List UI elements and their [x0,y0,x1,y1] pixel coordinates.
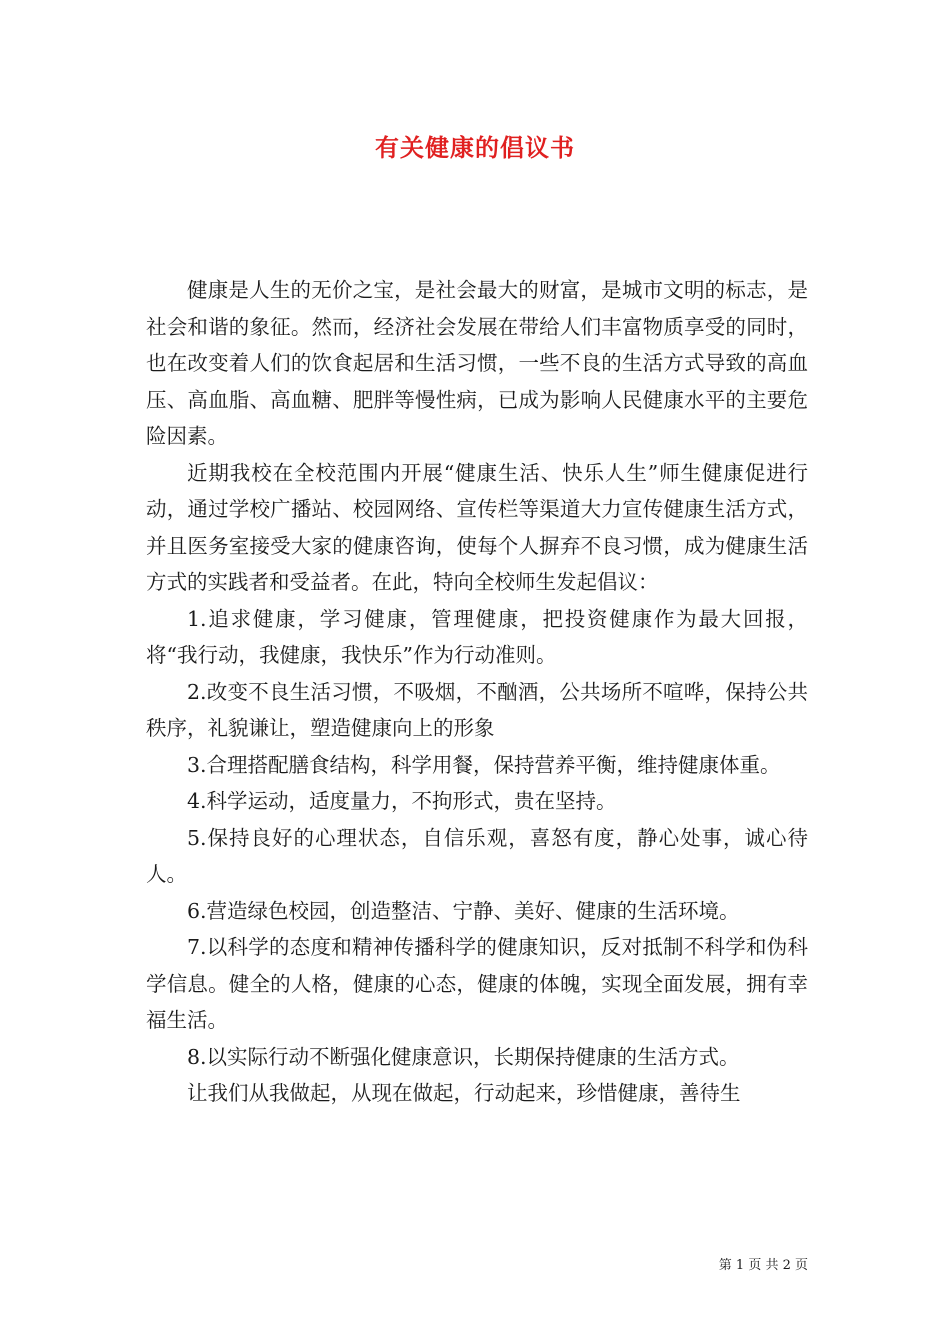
document-title: 有关健康的倡议书 [375,133,575,162]
list-item-4: 4.科学运动，适度量力，不拘形式，贵在坚持。 [187,789,617,813]
paragraph-initiative: 近期我校在全校范围内开展“健康生活、快乐人生”师生健康促进行动，通过学校广播站、校园网络、宣传栏等渠道大力宣传健康生活方式，并且医务室接受大家的健康咨询，使每个人摒弃不良习惯，成为健康生活方式的实践者和受益者。在此，特向全校师生发起倡议： [146,460,808,594]
paragraph-closing: 让我们从我做起，从现在做起，行动起来，珍惜健康，善待生 [187,1081,741,1105]
paragraph-intro: 健康是人生的无价之宝，是社会最大的财富，是城市文明的标志，是社会和谐的象征。然而，经济社会发展在带给人们丰富物质享受的同时，也在改变着人们的饮食起居和生活习惯，一些不良的生活方式导致的高血压、高血脂、高血糖、肥胖等慢性病，已成为影响人民健康水平的主要危险因素。 [146,278,808,448]
document-body [146,272,808,1112]
list-item-5: 5.保持良好的心理状态，自信乐观，喜怒有度，静心处事，诚心待人。 [146,825,808,886]
list-item-8: 8.以实际行动不断强化健康意识，长期保持健康的生活方式。 [187,1044,740,1069]
page-number: 第 1 页 共 2 页 [718,1258,808,1273]
list-item-7: 7.以科学的态度和精神传播科学的健康知识，反对抵制不科学和伪科学信息。健全的人格，健康的心态，健康的体魄，实现全面发展，拥有幸福生活。 [146,935,808,1032]
list-item-3: 3.合理搭配膳食结构，科学用餐，保持营养平衡，维持健康体重。 [187,752,781,777]
list-item-6: 6.营造绿色校园，创造整洁、宁静、美好、健康的生活环境。 [187,898,740,923]
list-item-1: 1.追求健康，学习健康，管理健康，把投资健康作为最大回报，将“我行动，我健康，我快乐”作为行动准则。 [146,606,808,667]
list-item-2: 2.改变不良生活习惯，不吸烟，不酗酒，公共场所不喧哗，保持公共秩序，礼貌谦让，塑造健康向上的形象 [146,679,808,740]
